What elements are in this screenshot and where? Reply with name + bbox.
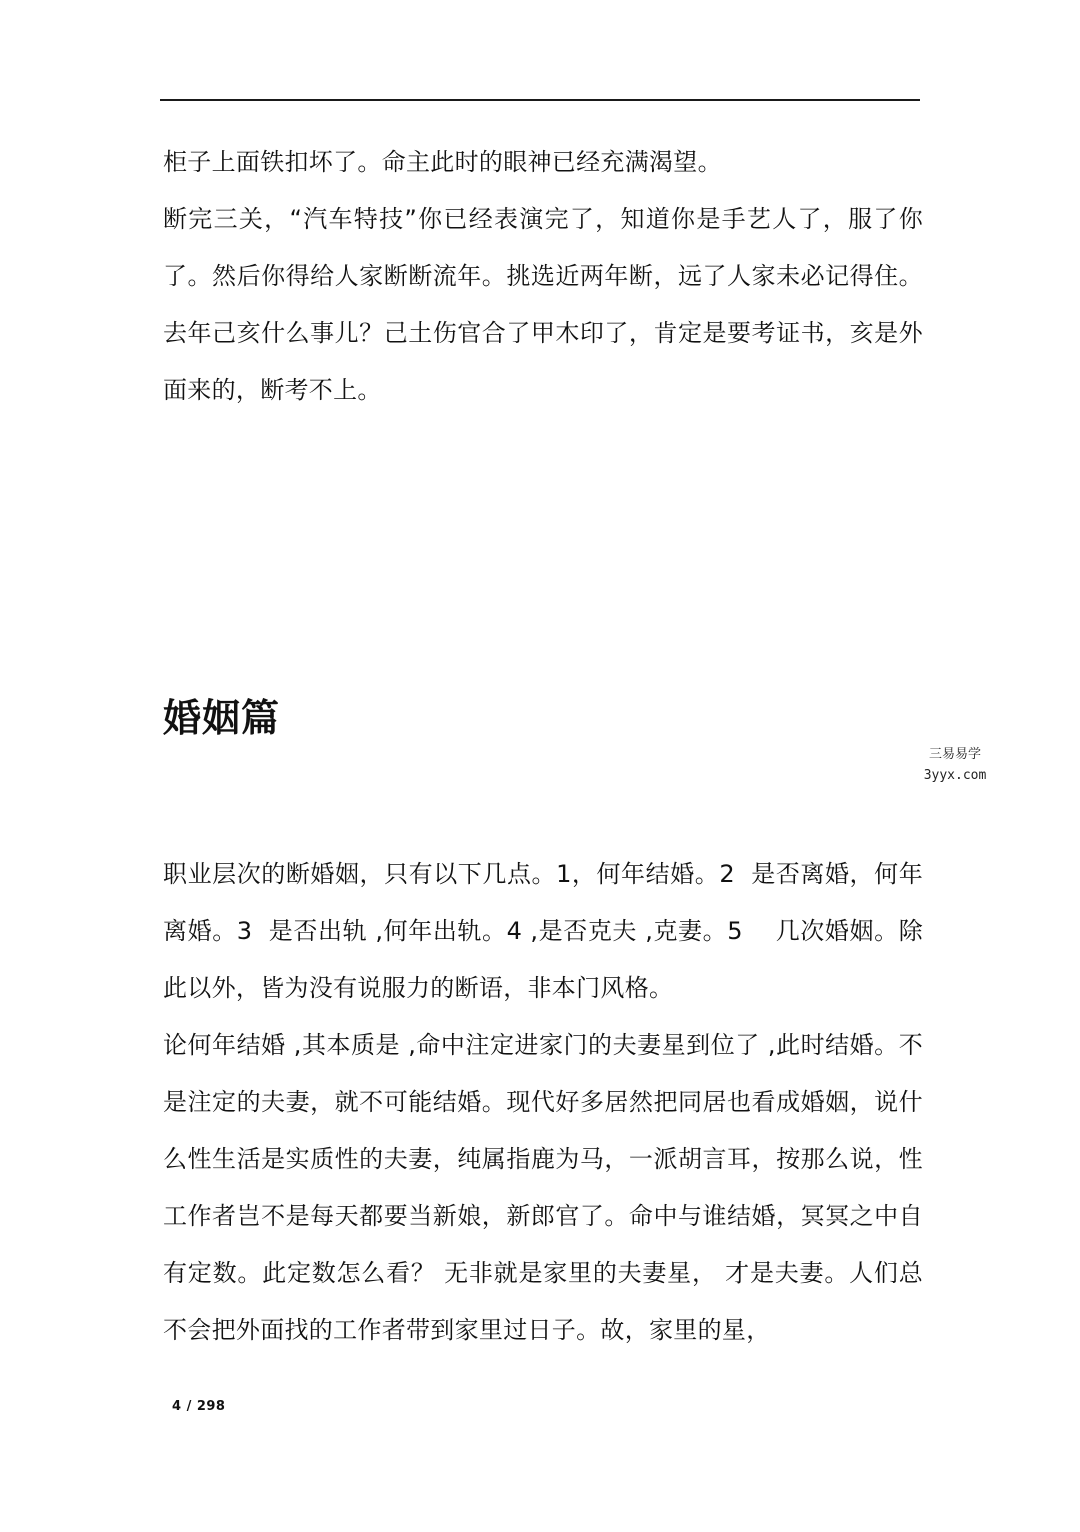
- header-divider: [160, 99, 920, 101]
- section-title: 婚姻篇: [163, 696, 281, 740]
- watermark-url: 3yyx.com: [923, 768, 987, 783]
- paragraph: 职业层次的断婚姻，只有以下几点。1，何年结婚。2 是否离婚，何年离婚。3 是否出轨 ,何年出轨。4 ,是否克夫 ,克妻。5 几次婚姻。除此以外，皆为没有说服力的断语，非本门风格。: [163, 860, 923, 1002]
- page-number: 4 / 298: [172, 1399, 226, 1414]
- continued-text-block: [163, 134, 923, 419]
- paragraph: 柜子上面铁扣坏了。命主此时的眼神已经充满渴望。: [163, 148, 722, 176]
- paragraph: 论何年结婚 ,其本质是 ,命中注定进家门的夫妻星到位了 ,此时结婚。不是注定的夫妻，就不可能结婚。现代好多居然把同居也看成婚姻，说什么性生活是实质性的夫妻，纯属指鹿为马，一派胡言耳，按那么说，性工作者岂不是每天都要当新娘，新郎官了。命中与谁结婚，冥冥之中自有定数。此定数怎么看？ 无非就是家里的夫妻星， 才是夫妻。人们总不会把外面找的工作者带到家里过日子。故，家里的星，: [163, 1031, 923, 1344]
- watermark-name: 三易易学: [928, 747, 981, 762]
- paragraph: 断完三关，“汽车特技”你已经表演完了，知道你是手艺人了，服了你了。然后你得给人家断断流年。挑选近两年断，远了人家未必记得住。去年己亥什么事儿？己土伤官合了甲木印了，肯定是要考证书，亥是外面来的，断考不上。: [163, 205, 923, 404]
- marriage-text-block: [163, 846, 923, 1359]
- watermark: [905, 744, 1005, 786]
